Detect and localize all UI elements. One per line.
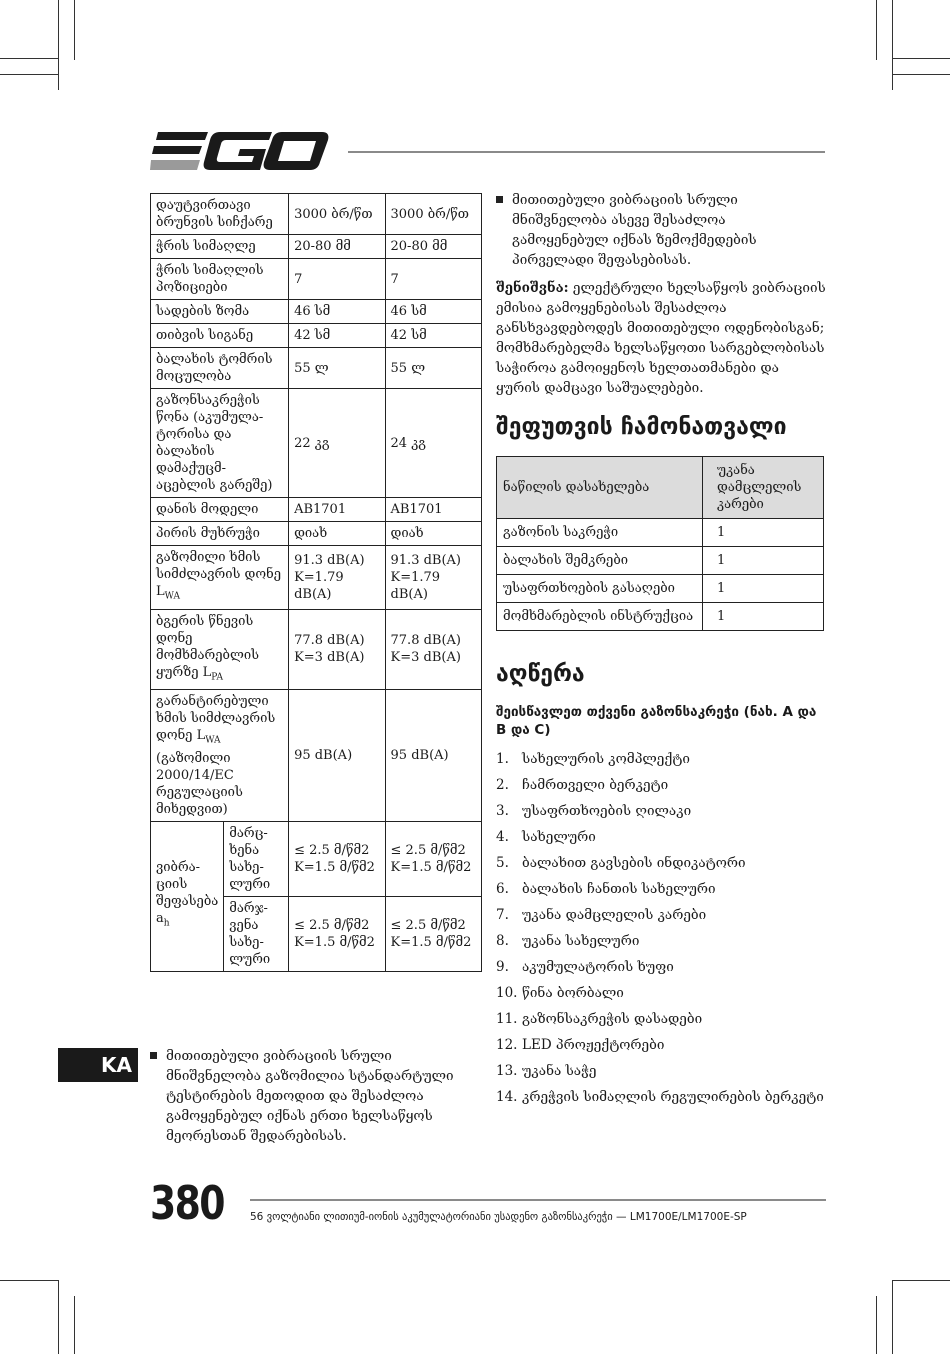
note-text: ელექტრული ხელსაწყოს ვიბრაციის ემისია გამოყენებისას შესაძლოა განსხვავდებოდეს მითითებული ოდენობისგან; მომხმარებელმა ხელსაწყოთი სარგებლობისას საჭიროა გამოიყენოს ხელთათმანები და ყურის დამცავი საშუალებები. <box>496 280 826 396</box>
item-label: კრეჭვის სიმაღლის რეგულირების ბერკეტი <box>522 1089 824 1105</box>
item-label: ჩამრთველი ბერკეტი <box>522 777 669 793</box>
spec-label <box>151 546 289 610</box>
spec-value: 55 ლ <box>289 348 385 389</box>
cell-line: K=3 dB(A) <box>390 650 461 666</box>
item-number: 6. <box>496 881 509 897</box>
part-qty: 1 <box>703 603 824 631</box>
spec-value: 46 სმ <box>385 300 481 324</box>
spec-label: ბალახის ტომრის მოცულობა <box>151 348 289 389</box>
packing-table <box>496 456 824 631</box>
left-bullet-list <box>150 1046 490 1146</box>
item-number: 12. <box>496 1037 518 1053</box>
spec-value: 20-80 მმ <box>289 235 385 259</box>
table-row <box>151 324 482 348</box>
item-label: LED პროჟექტორები <box>522 1037 665 1053</box>
crop-mark <box>58 1280 59 1354</box>
bullet-text: მითითებული ვიბრაციის სრული მნიშვნელობა ასევე შესაძლოა გამოყენებულ იქნას ზემოქმედების პირველადი შეფასებისას. <box>512 192 757 268</box>
cell-line: K=1.79 dB(A) <box>390 569 441 602</box>
cell-line: K=1.5 მ/წმ2 <box>390 934 472 950</box>
spec-value: 22 კგ <box>289 389 385 498</box>
list-item <box>496 1009 826 1029</box>
spec-value <box>289 821 385 896</box>
table-row <box>151 300 482 324</box>
spec-value <box>385 609 481 690</box>
spec-label: სადების ზომა <box>151 300 289 324</box>
item-label: აკუმულატორის ხუფი <box>522 959 674 975</box>
subscript: WA <box>164 591 180 602</box>
list-item <box>496 1087 826 1107</box>
table-row <box>497 547 824 575</box>
crop-mark <box>0 74 58 75</box>
cell-label: ბგერის წნევის დონე მომხმარებლის ყურზე L <box>156 613 260 680</box>
list-item <box>496 853 826 873</box>
list-item <box>496 827 826 847</box>
crop-mark <box>892 1280 950 1281</box>
part-qty: 1 <box>703 547 824 575</box>
cell-label: ვიბრა-ციის შეფასება a <box>156 860 219 927</box>
list-item <box>496 775 826 795</box>
list-item <box>496 905 826 925</box>
crop-mark <box>0 58 58 59</box>
item-number: 7. <box>496 907 509 923</box>
description-heading: აღწერა <box>496 661 585 687</box>
spec-value: 20-80 მმ <box>385 235 481 259</box>
language-tab: KA <box>58 1048 138 1082</box>
crop-mark <box>892 1280 893 1354</box>
bullet-icon <box>496 196 503 203</box>
list-item <box>496 931 826 951</box>
spec-label: ჭრის სიმაღლე <box>151 235 289 259</box>
column-header: ნაწილის დასახელება <box>497 457 703 519</box>
part-name: მომხმარებლის ინსტრუქცია <box>497 603 703 631</box>
cell-line: K=1.5 მ/წმ2 <box>294 859 375 875</box>
cell-line: K=1.5 მ/წმ2 <box>294 934 375 950</box>
part-name: გაზონის საკრეჭი <box>497 519 703 547</box>
cell-line: 91.3 dB(A) <box>390 552 461 568</box>
note-label: შენიშვნა: <box>496 280 569 296</box>
vibration-side-label: მარც-ხენა სახე-ლური <box>224 821 289 896</box>
crop-mark <box>74 1296 75 1354</box>
list-item <box>496 1035 826 1055</box>
spec-value: 55 ლ <box>385 348 481 389</box>
description-intro: შეისწავლეთ თქვენი გაზონსაკრეჭი (ნახ. A და B და C) <box>496 704 817 738</box>
cell-line: 77.8 dB(A) <box>390 633 461 649</box>
spec-value: 42 სმ <box>289 324 385 348</box>
spec-value <box>289 546 385 610</box>
parts-list <box>496 749 826 1107</box>
item-number: 14. <box>496 1089 518 1105</box>
part-qty: 1 <box>703 575 824 603</box>
bullet-icon <box>150 1052 157 1059</box>
crop-mark <box>876 0 877 60</box>
item-number: 5. <box>496 855 509 871</box>
table-row <box>151 609 482 690</box>
spec-value: დიახ <box>385 522 481 546</box>
item-label: უკანა სახელური <box>522 933 640 949</box>
spec-label: დანის მოდელი <box>151 498 289 522</box>
table-row <box>151 235 482 259</box>
list-item <box>496 957 826 977</box>
list-item <box>496 190 826 270</box>
column-header: უკანა დამცლელის კარები <box>703 457 824 519</box>
item-label: ბალახით გავსების ინდიკატორი <box>522 855 746 871</box>
packing-heading: შეფუთვის ჩამონათვალი <box>496 414 787 440</box>
list-item <box>496 749 826 769</box>
cell-line: (გაზომილი 2000/14/EC რეგულაციის მიხედვით) <box>156 750 243 817</box>
cell-label: გარანტირებული ხმის სიმძლავრის დონე L <box>156 694 276 744</box>
spec-label: თიბვის სიგანე <box>151 324 289 348</box>
table-row <box>151 821 482 896</box>
footer-text: 56 ვოლტიანი ლითიუმ-იონის აკუმულატორიანი უსადენო გაზონსაკრეჭი — LM1700E/LM1700E-SP <box>250 1211 747 1223</box>
cell-line: 77.8 dB(A) <box>294 633 365 649</box>
spec-value: 24 კგ <box>385 389 481 498</box>
spec-label: პირის მუხრუჭი <box>151 522 289 546</box>
list-item <box>496 1061 826 1081</box>
item-label: უკანა დამცლელის კარები <box>522 907 707 923</box>
cell-line: ≤ 2.5 მ/წმ2 <box>390 842 466 858</box>
table-row <box>497 603 824 631</box>
table-header-row <box>497 457 824 519</box>
spec-value: დიახ <box>289 522 385 546</box>
item-number: 11. <box>496 1011 518 1027</box>
list-item <box>496 801 826 821</box>
right-column <box>496 190 826 1113</box>
spec-label: დაუტვირთავი ბრუნვის სიჩქარე <box>151 194 289 235</box>
item-label: უსაფრთხოების ღილაკი <box>522 803 692 819</box>
cell-line: ≤ 2.5 მ/წმ2 <box>294 917 370 933</box>
subscript: h <box>163 919 170 930</box>
vibration-label <box>151 821 224 971</box>
cell-line: K=1.79 dB(A) <box>294 569 344 602</box>
crop-mark <box>892 74 950 75</box>
spec-label <box>151 609 289 690</box>
cell-line: 91.3 dB(A) <box>294 552 365 568</box>
page-number: 380 <box>150 1176 224 1230</box>
item-number: 3. <box>496 803 509 819</box>
table-row <box>151 194 482 235</box>
part-name: ბალახის შემკრები <box>497 547 703 575</box>
item-number: 4. <box>496 829 509 845</box>
item-number: 2. <box>496 777 509 793</box>
ego-logo <box>150 130 330 172</box>
crop-mark <box>892 58 950 59</box>
cell-line: K=3 dB(A) <box>294 650 365 666</box>
table-row <box>497 519 824 547</box>
subscript: WA <box>205 735 221 746</box>
table-row <box>151 546 482 610</box>
spec-value: 95 dB(A) <box>385 690 481 822</box>
cell-label: გაზომილი ხმის სიმძლავრის დონე L <box>156 550 282 599</box>
item-label: გაზონსაკრეჭის დასადები <box>522 1011 703 1027</box>
spec-value: 7 <box>289 259 385 300</box>
item-number: 1. <box>496 751 509 767</box>
spec-label: გაზონსაკრეჭის წონა (აკუმულა-ტორისა და ბალახის დამაქუცმ-აცებლის გარეშე) <box>151 389 289 498</box>
item-label: უკანა საჭე <box>522 1063 597 1079</box>
spec-value <box>289 609 385 690</box>
crop-mark <box>876 1296 877 1354</box>
spec-value <box>385 821 481 896</box>
spec-value <box>289 896 385 971</box>
spec-label <box>151 690 289 822</box>
table-row <box>151 389 482 498</box>
item-label: ბალახის ჩანთის სახელური <box>522 881 716 897</box>
spec-value: 95 dB(A) <box>289 690 385 822</box>
table-row <box>151 522 482 546</box>
list-item <box>496 983 826 1003</box>
note-paragraph <box>496 278 826 398</box>
crop-mark <box>58 0 59 90</box>
list-item <box>496 879 826 899</box>
item-number: 9. <box>496 959 509 975</box>
cell-line: K=1.5 მ/წმ2 <box>390 859 472 875</box>
bullet-text: მითითებული ვიბრაციის სრული მნიშვნელობა გაზომილია სტანდარტული ტესტირების მეთოდით და შესაძლოა გამოყენებულ იქნას ერთი ხელსაწყოს მეორესთან შედარებისას. <box>166 1048 454 1144</box>
cell-line: ≤ 2.5 მ/წმ2 <box>390 917 466 933</box>
crop-mark <box>74 0 75 60</box>
item-label: სახელურის კომპლექტი <box>522 751 690 767</box>
spec-value: AB1701 <box>289 498 385 522</box>
crop-mark <box>0 1280 58 1281</box>
table-row <box>151 690 482 822</box>
item-label: სახელური <box>522 829 596 845</box>
spec-label: ჭრის სიმაღლის პოზიციები <box>151 259 289 300</box>
spec-value: AB1701 <box>385 498 481 522</box>
header-rule <box>348 151 825 153</box>
spec-value: 42 სმ <box>385 324 481 348</box>
spec-value: 3000 ბრ/წთ <box>385 194 481 235</box>
table-row <box>151 348 482 389</box>
spec-table <box>150 193 482 972</box>
table-row <box>151 259 482 300</box>
part-qty: 1 <box>703 519 824 547</box>
part-name: უსაფრთხოების გასაღები <box>497 575 703 603</box>
spec-value <box>385 546 481 610</box>
footer-rule <box>250 1199 826 1201</box>
item-number: 10. <box>496 985 518 1001</box>
table-row <box>151 498 482 522</box>
vibration-side-label: მარჯ-ვენა სახე-ლური <box>224 896 289 971</box>
spec-value <box>385 896 481 971</box>
item-number: 8. <box>496 933 509 949</box>
list-item <box>150 1046 490 1146</box>
table-row <box>497 575 824 603</box>
spec-value: 46 სმ <box>289 300 385 324</box>
spec-value: 3000 ბრ/წთ <box>289 194 385 235</box>
crop-mark <box>892 0 893 90</box>
subscript: PA <box>211 672 223 683</box>
item-label: წინა ბორბალი <box>522 985 624 1001</box>
cell-line: ≤ 2.5 მ/წმ2 <box>294 842 370 858</box>
spec-value: 7 <box>385 259 481 300</box>
item-number: 13. <box>496 1063 518 1079</box>
